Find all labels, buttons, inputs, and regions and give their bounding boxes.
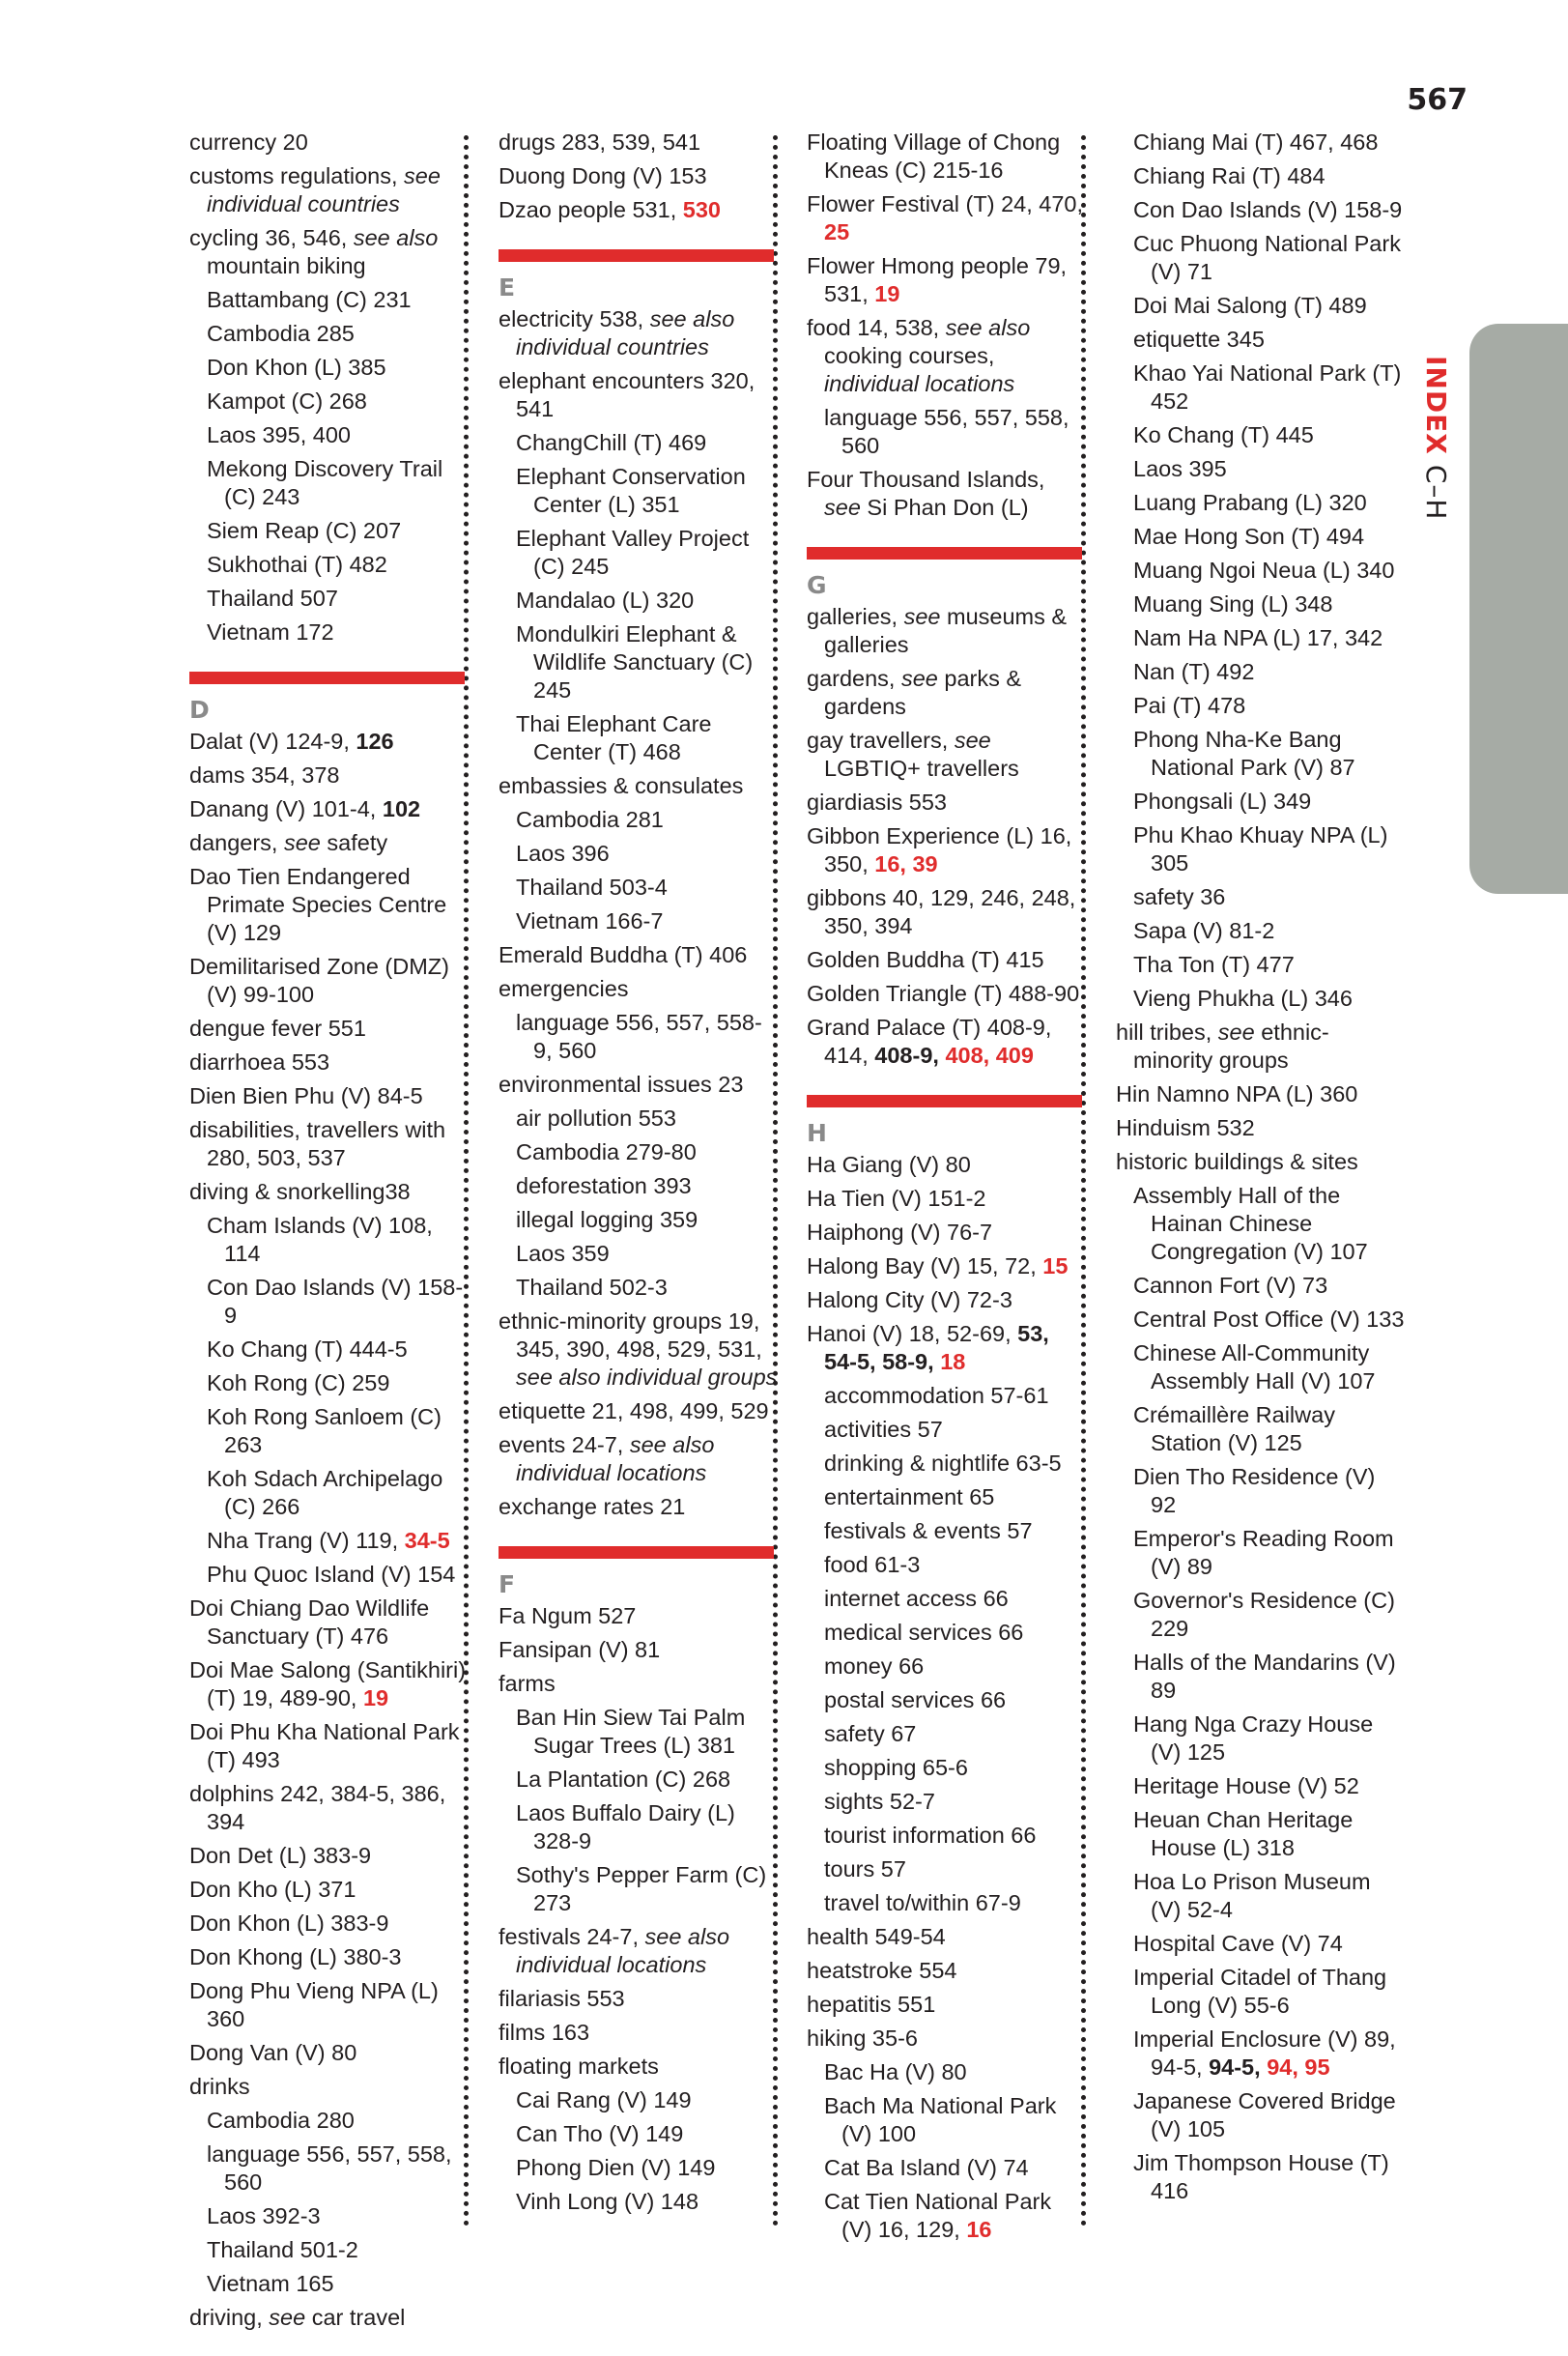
index-subentry: shopping 65-6 — [824, 1755, 968, 1780]
index-entry: Don Kho (L) 371 — [189, 1877, 356, 1902]
index-subentry: Mae Hong Son (T) 494 — [1133, 524, 1365, 549]
index-entry: Fa Ngum 527 — [499, 1603, 637, 1628]
index-subentry: safety 36 — [1133, 884, 1226, 909]
index-subentry: Bac Ha (V) 80 — [824, 2059, 967, 2084]
index-entry: floating markets — [499, 2054, 659, 2079]
index-subentry: postal services 66 — [824, 1687, 1007, 1712]
index-entry: gibbons 40, 129, 246, 248, 350, 394 — [807, 885, 1076, 938]
index-subentry: Con Dao Islands (V) 158-9 — [207, 1275, 464, 1328]
index-subentry: Cambodia 285 — [207, 321, 355, 346]
index-entry: etiquette 21, 498, 499, 529 — [499, 1398, 769, 1423]
index-subentry: Laos 395, 400 — [207, 422, 351, 447]
index-entry: hill tribes, see ethnic-minority groups — [1116, 1020, 1329, 1073]
index-subentry: Laos 396 — [516, 841, 610, 866]
index-column-3 — [807, 129, 1087, 2250]
index-subentry: sights 52-7 — [824, 1789, 935, 1814]
index-subentry: Central Post Office (V) 133 — [1133, 1307, 1405, 1332]
index-entry: Golden Buddha (T) 415 — [807, 947, 1044, 972]
index-entry: gardens, see parks & gardens — [807, 666, 1022, 719]
index-subentry: Elephant Conservation Center (L) 351 — [516, 464, 746, 517]
section-letter: E — [499, 273, 516, 302]
index-subentry: money 66 — [824, 1653, 925, 1679]
index-subentry: activities 57 — [824, 1417, 943, 1442]
section-letter: D — [189, 696, 210, 724]
index-entry: customs regulations, see individual countries — [189, 163, 441, 216]
section-divider-bar — [807, 547, 1082, 560]
index-subentry: Chiang Mai (T) 467, 468 — [1133, 129, 1379, 155]
index-subentry: food 61-3 — [824, 1552, 921, 1577]
index-column-4 — [1116, 129, 1406, 2211]
index-entry: dams 354, 378 — [189, 762, 340, 788]
index-entry: diving & snorkelling38 — [189, 1179, 411, 1204]
index-entry: Hinduism 532 — [1116, 1115, 1255, 1140]
index-entry: Dong Phu Vieng NPA (L) 360 — [189, 1978, 439, 2031]
index-subentry: Koh Rong (C) 259 — [207, 1370, 390, 1395]
index-subentry: Laos 392-3 — [207, 2203, 321, 2228]
index-entry: Dzao people 531, 530 — [499, 197, 721, 222]
index-column-2 — [499, 129, 779, 2222]
index-subentry: Doi Mai Salong (T) 489 — [1133, 293, 1367, 318]
index-subentry: Dien Tho Residence (V) 92 — [1133, 1464, 1376, 1517]
index-subentry: safety 67 — [824, 1721, 917, 1746]
index-subentry: Emperor's Reading Room (V) 89 — [1133, 1526, 1394, 1579]
index-subentry: Muang Sing (L) 348 — [1133, 591, 1333, 617]
index-subentry: Laos 359 — [516, 1241, 610, 1266]
index-subentry: Luang Prabang (L) 320 — [1133, 490, 1367, 515]
index-subentry: travel to/within 67-9 — [824, 1890, 1021, 1915]
index-subentry: Koh Rong Sanloem (C) 263 — [207, 1404, 442, 1457]
index-entry: electricity 538, see also individual countries — [499, 306, 735, 359]
section-divider-bar — [499, 1546, 774, 1559]
index-subentry: Thailand 503-4 — [516, 875, 668, 900]
index-entry: farms — [499, 1671, 556, 1696]
page-number: 567 — [1407, 83, 1468, 117]
index-entry: Halong City (V) 72-3 — [807, 1287, 1012, 1312]
index-subentry: Cai Rang (V) 149 — [516, 2087, 692, 2112]
index-entry: gay travellers, see LGBTIQ+ travellers — [807, 728, 1019, 781]
index-subentry: tourist information 66 — [824, 1823, 1037, 1848]
index-entry: Dalat (V) 124-9, 126 — [189, 729, 394, 754]
index-subentry: Halls of the Mandarins (V) 89 — [1133, 1650, 1396, 1703]
index-subentry: Thailand 502-3 — [516, 1275, 668, 1300]
section-divider-bar — [807, 1095, 1082, 1107]
index-entry: giardiasis 553 — [807, 790, 948, 815]
index-entry: Halong Bay (V) 15, 72, 15 — [807, 1253, 1069, 1279]
index-entry: Don Khong (L) 380-3 — [189, 1944, 402, 1969]
index-subentry: Crémaillère Railway Station (V) 125 — [1133, 1402, 1335, 1455]
index-entry: Flower Festival (T) 24, 470, 25 — [807, 191, 1084, 244]
index-subentry: Hospital Cave (V) 74 — [1133, 1931, 1343, 1956]
index-subentry: Assembly Hall of the Hainan Chinese Congregation (V) 107 — [1133, 1183, 1368, 1264]
index-subentry: Ko Chang (T) 445 — [1133, 422, 1314, 447]
index-subentry: air pollution 553 — [516, 1106, 676, 1131]
index-subentry: Koh Sdach Archipelago (C) 266 — [207, 1466, 443, 1519]
index-subentry: Vietnam 172 — [207, 619, 334, 645]
index-entry: Gibbon Experience (L) 16, 350, 16, 39 — [807, 823, 1072, 876]
index-entry: disabilities, travellers with 280, 503, 537 — [189, 1117, 446, 1170]
index-subentry: Phu Khao Khuay NPA (L) 305 — [1133, 822, 1388, 876]
index-entry: Doi Mae Salong (Santikhiri) (T) 19, 489-90, 19 — [189, 1657, 467, 1710]
index-subentry: language 556, 557, 558-9, 560 — [516, 1010, 762, 1063]
index-subentry: internet access 66 — [824, 1586, 1009, 1611]
index-entry: Duong Dong (V) 153 — [499, 163, 707, 188]
section-letter: H — [807, 1119, 827, 1147]
index-subentry: Phong Dien (V) 149 — [516, 2155, 716, 2180]
index-subentry: Elephant Valley Project (C) 245 — [516, 526, 750, 579]
index-subentry: Governor's Residence (C) 229 — [1133, 1588, 1395, 1641]
index-entry: Doi Chiang Dao Wildlife Sanctuary (T) 476 — [189, 1595, 430, 1649]
index-subentry: Vinh Long (V) 148 — [516, 2189, 699, 2214]
index-subentry: Heritage House (V) 52 — [1133, 1773, 1359, 1798]
index-subentry: Khao Yai National Park (T) 452 — [1133, 360, 1402, 414]
index-entry: drugs 283, 539, 541 — [499, 129, 701, 155]
index-subentry: etiquette 345 — [1133, 327, 1265, 352]
index-subentry: Heuan Chan Heritage House (L) 318 — [1133, 1807, 1354, 1860]
index-subentry: Chiang Rai (T) 484 — [1133, 163, 1326, 188]
index-subentry: Muang Ngoi Neua (L) 340 — [1133, 558, 1395, 583]
index-column-1 — [189, 129, 470, 2338]
index-entry: Fansipan (V) 81 — [499, 1637, 661, 1662]
index-entry: diarrhoea 553 — [189, 1049, 330, 1075]
index-entry: Don Det (L) 383-9 — [189, 1843, 372, 1868]
section-letter: G — [807, 571, 827, 599]
index-entry: events 24-7, see also individual locations — [499, 1432, 715, 1485]
index-subentry: Chinese All-Community Assembly Hall (V) 107 — [1133, 1340, 1376, 1393]
index-subentry: Hang Nga Crazy House (V) 125 — [1133, 1711, 1374, 1765]
index-entry: Floating Village of Chong Kneas (C) 215-16 — [807, 129, 1061, 183]
index-subentry: Thailand 507 — [207, 586, 338, 611]
side-label-range: C–H — [1420, 464, 1452, 521]
index-subentry: Phu Quoc Island (V) 154 — [207, 1562, 456, 1587]
index-subentry: Hoa Lo Prison Museum (V) 52-4 — [1133, 1869, 1371, 1922]
index-entry: food 14, 538, see also cooking courses, individual locations — [807, 315, 1031, 396]
index-subentry: festivals & events 57 — [824, 1518, 1033, 1543]
index-subentry: Cambodia 281 — [516, 807, 664, 832]
index-subentry: Jim Thompson House (T) 416 — [1133, 2150, 1389, 2203]
index-entry: Ha Tien (V) 151-2 — [807, 1186, 986, 1211]
index-entry: Haiphong (V) 76-7 — [807, 1220, 993, 1245]
index-subentry: Japanese Covered Bridge (V) 105 — [1133, 2088, 1396, 2141]
index-subentry: Cambodia 279-80 — [516, 1139, 697, 1164]
index-subentry: drinking & nightlife 63-5 — [824, 1451, 1062, 1476]
index-subentry: Siem Reap (C) 207 — [207, 518, 402, 543]
index-subentry: Cat Ba Island (V) 74 — [824, 2155, 1029, 2180]
index-entry: Hin Namno NPA (L) 360 — [1116, 1081, 1358, 1106]
index-entry: Flower Hmong people 79, 531, 19 — [807, 253, 1068, 306]
index-subentry: Imperial Enclosure (V) 89, 94-5, 94-5, 94, 95 — [1133, 2026, 1396, 2080]
index-entry: currency 20 — [189, 129, 308, 155]
index-entry: historic buildings & sites — [1116, 1149, 1358, 1174]
index-subentry: tours 57 — [824, 1856, 906, 1882]
index-subentry: Ban Hin Siew Tai Palm Sugar Trees (L) 381 — [516, 1705, 746, 1758]
index-entry: galleries, see museums & galleries — [807, 604, 1068, 657]
index-entry: festivals 24-7, see also individual locations — [499, 1924, 730, 1977]
index-entry: exchange rates 21 — [499, 1494, 686, 1519]
index-subentry: language 556, 557, 558, 560 — [824, 405, 1069, 458]
index-subentry: Vieng Phukha (L) 346 — [1133, 986, 1353, 1011]
index-subentry: Can Tho (V) 149 — [516, 2121, 684, 2146]
index-subentry: ChangChill (T) 469 — [516, 430, 707, 455]
index-subentry: entertainment 65 — [824, 1484, 995, 1509]
index-entry: emergencies — [499, 976, 629, 1001]
index-entry: Grand Palace (T) 408-9, 414, 408-9, 408, 409 — [807, 1015, 1052, 1068]
index-entry: Demilitarised Zone (DMZ) (V) 99-100 — [189, 954, 449, 1007]
index-entry: hepatitis 551 — [807, 1992, 936, 2017]
index-subentry: La Plantation (C) 268 — [516, 1767, 731, 1792]
index-entry: Doi Phu Kha National Park (T) 493 — [189, 1719, 460, 1772]
index-subentry: Nan (T) 492 — [1133, 659, 1255, 684]
index-subentry: Cat Tien National Park (V) 16, 129, 16 — [824, 2189, 1052, 2242]
index-entry: ethnic-minority groups 19, 345, 390, 498, 529, 531, see also individual groups — [499, 1308, 778, 1390]
index-subentry: Mekong Discovery Trail (C) 243 — [207, 456, 443, 509]
index-subentry: Cambodia 280 — [207, 2108, 355, 2133]
index-subentry: Thailand 501-2 — [207, 2237, 358, 2262]
index-subentry: Cannon Fort (V) 73 — [1133, 1273, 1328, 1298]
index-entry: hiking 35-6 — [807, 2026, 918, 2051]
index-subentry: Con Dao Islands (V) 158-9 — [1133, 197, 1403, 222]
index-subentry: Thai Elephant Care Center (T) 468 — [516, 711, 712, 764]
index-subentry: Bach Ma National Park (V) 100 — [824, 2093, 1057, 2146]
index-entry: Four Thousand Islands, see Si Phan Don (L) — [807, 467, 1045, 520]
index-entry: Golden Triangle (T) 488-90 — [807, 981, 1080, 1006]
index-entry: Emerald Buddha (T) 406 — [499, 942, 748, 967]
section-divider-bar — [189, 672, 465, 684]
index-entry: cycling 36, 546, see also mountain biking — [189, 225, 439, 278]
index-subentry: Laos Buffalo Dairy (L) 328-9 — [516, 1800, 735, 1853]
index-subentry: Ko Chang (T) 444-5 — [207, 1336, 408, 1362]
thumb-tab — [1469, 324, 1568, 894]
index-entry: Dao Tien Endangered Primate Species Centre (V) 129 — [189, 864, 447, 945]
index-subentry: illegal logging 359 — [516, 1207, 698, 1232]
index-entry: films 163 — [499, 2020, 590, 2045]
index-entry: Hanoi (V) 18, 52-69, 53, 54-5, 58-9, 18 — [807, 1321, 1049, 1374]
section-side-label — [1417, 356, 1456, 549]
side-label-index: INDEX — [1420, 356, 1452, 455]
index-entry: embassies & consulates — [499, 773, 744, 798]
index-subentry: Imperial Citadel of Thang Long (V) 55-6 — [1133, 1965, 1387, 2018]
index-entry: Don Khon (L) 383-9 — [189, 1911, 389, 1936]
index-entry: dangers, see safety — [189, 830, 388, 855]
index-subentry: Sukhothai (T) 482 — [207, 552, 387, 577]
index-subentry: deforestation 393 — [516, 1173, 692, 1198]
index-subentry: accommodation 57-61 — [824, 1383, 1049, 1408]
index-entry: dengue fever 551 — [189, 1016, 366, 1041]
index-subentry: Mondulkiri Elephant & Wildlife Sanctuary (C) 245 — [516, 621, 754, 703]
index-subentry: Battambang (C) 231 — [207, 287, 412, 312]
index-subentry: Don Khon (L) 385 — [207, 355, 386, 380]
index-subentry: Vietnam 165 — [207, 2271, 334, 2296]
index-subentry: Pai (T) 478 — [1133, 693, 1246, 718]
index-subentry: language 556, 557, 558, 560 — [207, 2141, 452, 2195]
index-entry: environmental issues 23 — [499, 1072, 744, 1097]
index-subentry: medical services 66 — [824, 1620, 1024, 1645]
index-subentry: Sapa (V) 81-2 — [1133, 918, 1275, 943]
index-subentry: Vietnam 166-7 — [516, 908, 664, 934]
index-subentry: Phong Nha-Ke Bang National Park (V) 87 — [1133, 727, 1355, 780]
index-subentry: Kampot (C) 268 — [207, 388, 367, 414]
index-entry: Ha Giang (V) 80 — [807, 1152, 971, 1177]
section-divider-bar — [499, 249, 774, 262]
index-subentry: Mandalao (L) 320 — [516, 588, 695, 613]
index-entry: heatstroke 554 — [807, 1958, 957, 1983]
index-entry: Dien Bien Phu (V) 84-5 — [189, 1083, 423, 1108]
index-subentry: Tha Ton (T) 477 — [1133, 952, 1295, 977]
index-subentry: Laos 395 — [1133, 456, 1227, 481]
index-entry: drinks — [189, 2074, 250, 2099]
index-entry: driving, see car travel — [189, 2305, 406, 2330]
index-entry: filariasis 553 — [499, 1986, 625, 2011]
index-entry: Danang (V) 101-4, 102 — [189, 796, 421, 821]
index-subentry: Cuc Phuong National Park (V) 71 — [1133, 231, 1401, 284]
index-entry: health 549-54 — [807, 1924, 946, 1949]
index-subentry: Sothy's Pepper Farm (C) 273 — [516, 1862, 767, 1915]
index-subentry: Nha Trang (V) 119, 34-5 — [207, 1528, 450, 1553]
section-letter: F — [499, 1570, 516, 1598]
index-entry: dolphins 242, 384-5, 386, 394 — [189, 1781, 446, 1834]
index-entry: elephant encounters 320, 541 — [499, 368, 755, 421]
index-subentry: Nam Ha NPA (L) 17, 342 — [1133, 625, 1383, 650]
index-entry: Dong Van (V) 80 — [189, 2040, 357, 2065]
index-subentry: Cham Islands (V) 108, 114 — [207, 1213, 433, 1266]
index-subentry: Phongsali (L) 349 — [1133, 789, 1312, 814]
